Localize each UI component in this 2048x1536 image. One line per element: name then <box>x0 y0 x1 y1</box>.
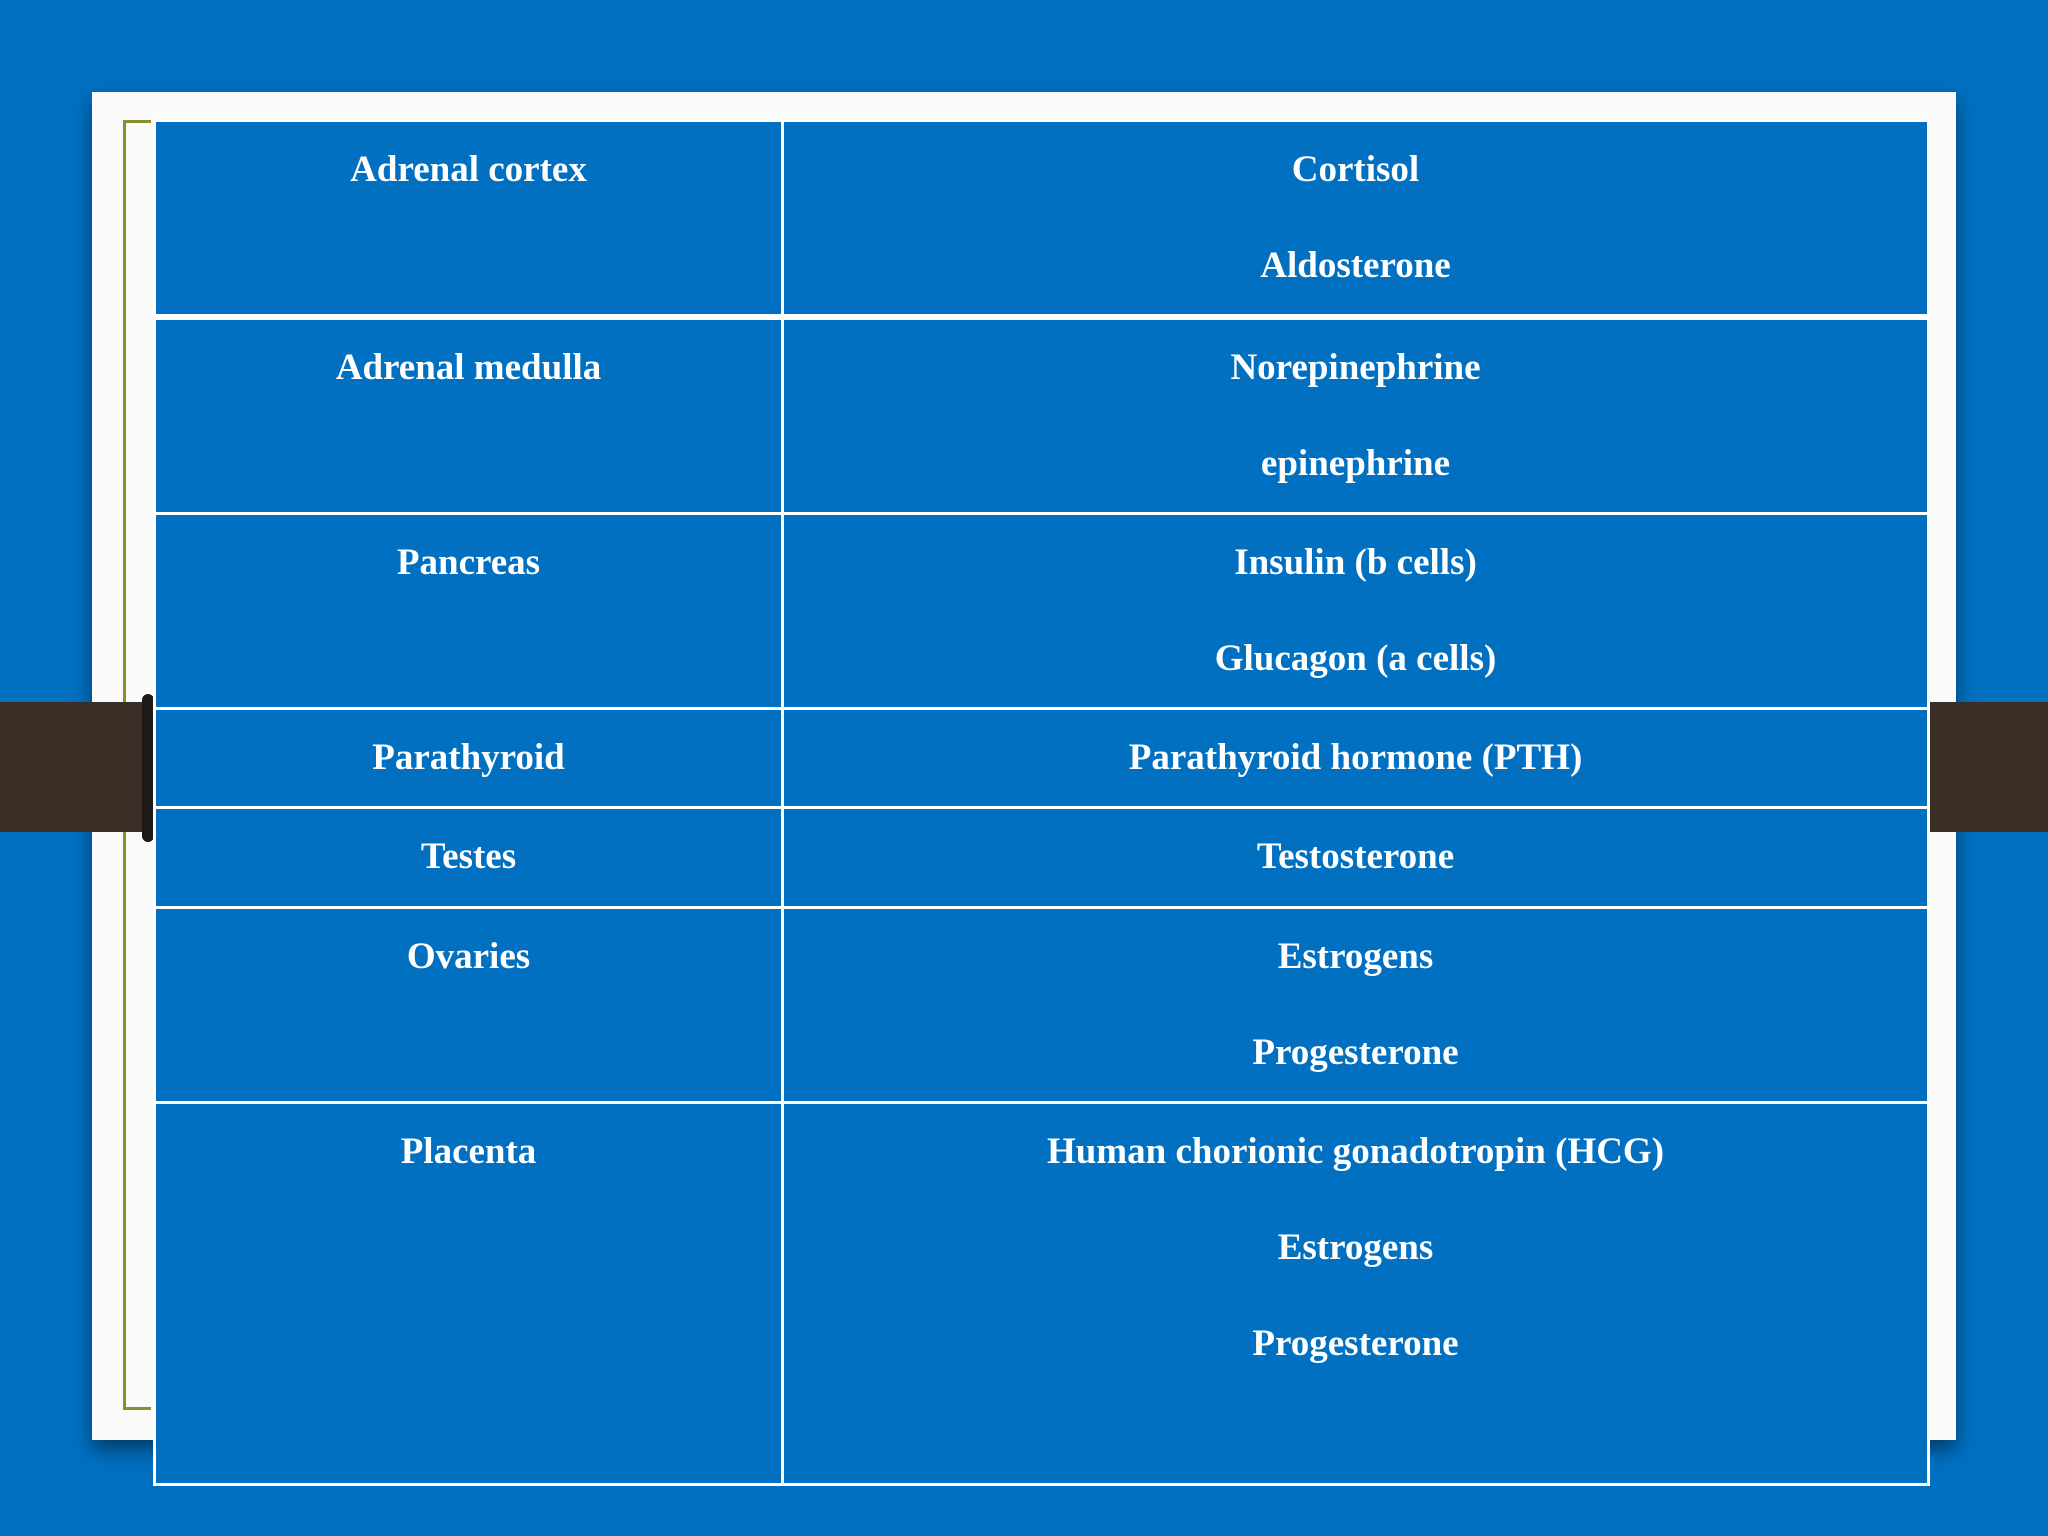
table-row-adrenal-medulla <box>155 317 1929 514</box>
hormone-name: Progesterone <box>1252 1032 1459 1073</box>
organ-name: Placenta <box>400 1131 537 1172</box>
hormones-cell <box>783 317 1929 514</box>
table-row-parathyroid <box>155 709 1929 808</box>
organ-cell <box>155 908 783 1103</box>
organ-name: Parathyroid <box>372 737 565 778</box>
left-band-decoration <box>0 702 150 832</box>
hormones-cell <box>783 808 1929 908</box>
hormone-name: Cortisol <box>1291 149 1420 190</box>
hormone-name: epinephrine <box>1260 443 1451 484</box>
organ-cell <box>155 808 783 908</box>
organ-name: Adrenal medulla <box>335 347 602 388</box>
hormone-name: Insulin (b cells) <box>1234 542 1477 583</box>
organ-name: Testes <box>420 836 517 877</box>
hormone-name: Estrogens <box>1277 936 1434 977</box>
hormone-name: Glucagon (a cells) <box>1214 638 1497 679</box>
hormones-cell <box>783 908 1929 1103</box>
organ-name: Pancreas <box>396 542 541 583</box>
hormone-name: Aldosterone <box>1260 245 1451 286</box>
hormones-cell <box>783 1103 1929 1485</box>
hormones-cell <box>783 514 1929 709</box>
hormone-name: Human chorionic gonadotropin (HCG) <box>1046 1131 1665 1172</box>
organ-cell <box>155 514 783 709</box>
hormone-name: Testosterone <box>1256 836 1455 877</box>
right-band-decoration <box>1930 702 2048 832</box>
hormones-cell <box>783 121 1929 318</box>
table-row-testes <box>155 808 1929 908</box>
organ-cell <box>155 1103 783 1485</box>
hormone-name: Parathyroid hormone (PTH) <box>1128 737 1583 778</box>
organ-name: Ovaries <box>406 936 531 977</box>
table-row-adrenal-cortex <box>155 121 1929 318</box>
organ-cell <box>155 709 783 808</box>
hormones-cell <box>783 709 1929 808</box>
hormone-name: Norepinephrine <box>1230 347 1481 388</box>
table-row-ovaries <box>155 908 1929 1103</box>
hormone-name: Progesterone <box>1252 1323 1459 1364</box>
table-row-placenta <box>155 1103 1929 1485</box>
organ-cell <box>155 121 783 318</box>
hormone-table-wrapper <box>153 119 1930 1486</box>
hormone-table <box>153 119 1930 1486</box>
organ-name: Adrenal cortex <box>350 149 587 190</box>
organ-cell <box>155 317 783 514</box>
hormone-name: Estrogens <box>1277 1227 1434 1268</box>
table-row-pancreas <box>155 514 1929 709</box>
